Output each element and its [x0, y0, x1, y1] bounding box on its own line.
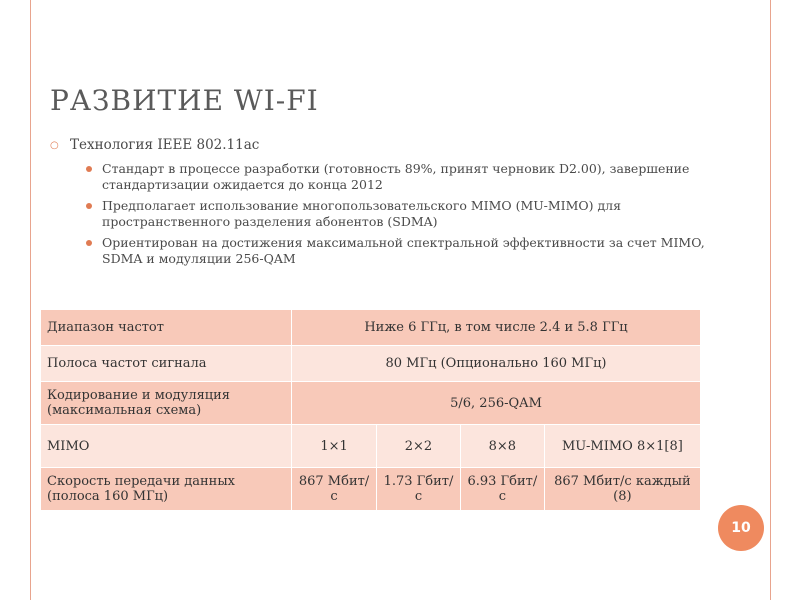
table-cell: 2×2 [377, 425, 461, 468]
row-label: Диапазон частот [41, 310, 292, 346]
spec-table [40, 309, 701, 511]
sub-bullet-text: Предполагает использование многопользовательского MIMO (MU-MIMO) для пространственного разделения абонентов (SDMA) [102, 198, 622, 229]
row-value: 80 МГц (Опционально 160 МГц) [292, 346, 701, 382]
row-value: 5/6, 256-QAM [292, 382, 701, 425]
bullet-main [50, 137, 720, 153]
table-row [41, 382, 701, 425]
table-cell: 1.73 Гбит/с [377, 468, 461, 511]
left-frame-line [30, 0, 31, 600]
sub-bullet-text: Ориентирован на достижения максимальной спектральной эффективности за счет MIMO, SDMA и модуляции 256-QAM [102, 235, 705, 266]
bullet-dot-icon [86, 240, 92, 246]
row-label: Кодирование и модуляция (максимальная схема) [41, 382, 292, 425]
table-cell: 867 Мбит/с [292, 468, 377, 511]
table-cell: MU-MIMO 8×1[8] [544, 425, 700, 468]
row-label: Скорость передачи данных (полоса 160 МГц) [41, 468, 292, 511]
table-row [41, 468, 701, 511]
table-cell: 8×8 [460, 425, 544, 468]
row-label: MIMO [41, 425, 292, 468]
sub-bullet [50, 161, 720, 193]
sub-bullet [50, 235, 720, 267]
bullet-marker-icon: ○ [50, 140, 59, 151]
table-row [41, 346, 701, 382]
bullet-dot-icon [86, 166, 92, 172]
slide-title: РАЗВИТИЕ WI-FI [50, 84, 319, 117]
table-cell: 1×1 [292, 425, 377, 468]
row-value: Ниже 6 ГГц, в том числе 2.4 и 5.8 ГГц [292, 310, 701, 346]
table-row [41, 310, 701, 346]
right-frame-line [770, 0, 771, 600]
bullet-dot-icon [86, 203, 92, 209]
sub-bullet-text: Стандарт в процессе разработки (готовность 89%, принят черновик D2.00), завершение стандартизации ожидается до конца 2012 [102, 161, 690, 192]
bullet-list [50, 137, 720, 272]
page-number-badge: 10 [718, 505, 764, 551]
sub-bullet [50, 198, 720, 230]
table-cell: 867 Мбит/с каждый (8) [544, 468, 700, 511]
bullet-main-text: Технология IEEE 802.11ac [70, 137, 260, 153]
table-row [41, 425, 701, 468]
table-cell: 6.93 Гбит/с [460, 468, 544, 511]
row-label: Полоса частот сигнала [41, 346, 292, 382]
